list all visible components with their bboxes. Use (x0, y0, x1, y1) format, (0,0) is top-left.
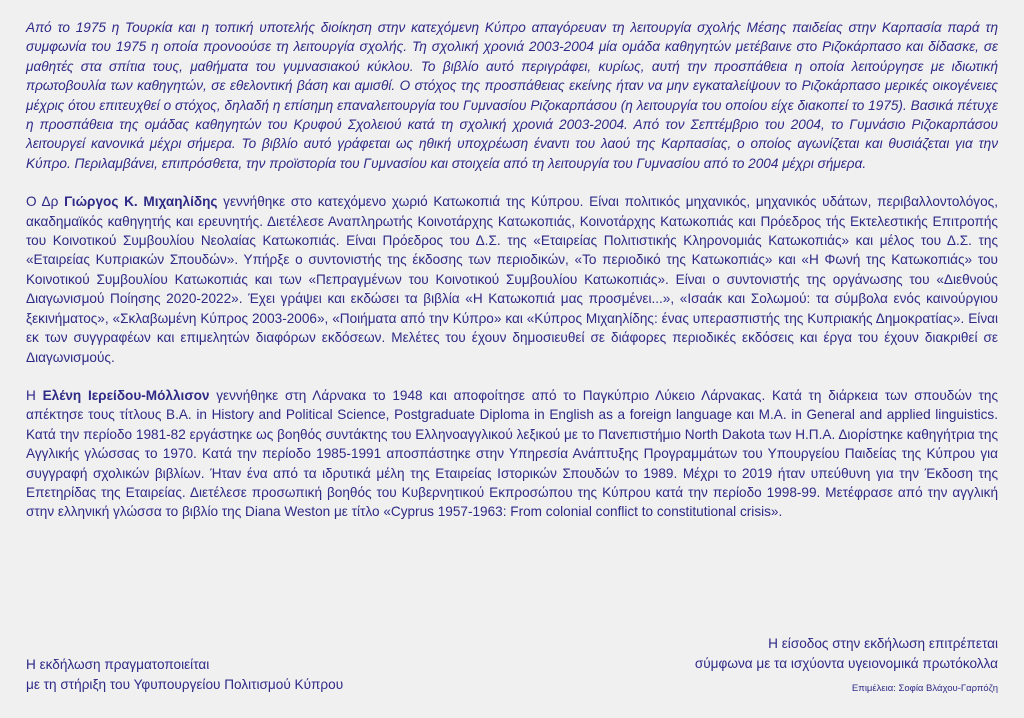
intro-paragraph: Από το 1975 η Τουρκία και η τοπική υποτελής διοίκηση στην κατεχόμενη Κύπρο απαγόρευαν τη λειτουργία σχολής Μέσης παιδείας στην Καρπασία παρά τη συμφωνία του 1975 η οποία προνοούσε τη λειτουργία σχολής. Τη σχολική χρονιά 2003-2004 μία ομάδα καθηγητών μετέβαινε στο Ριζοκάρπασο και δίδασκε, σε μαθητές στα σπίτια τους, μαθήματα του γυμνασιακού κύκλου. Το βιβλίο αυτό περιγράφει, κυρίως, αυτή την προσπάθεια η οποία λειτούργησε με ιδιωτική πρωτοβουλία των καθηγητών, σε εθελοντική βάση και αμισθί. Ο στόχος της προσπάθειας εκείνης ήταν να μην εγκαταλείψουν το Ριζοκάρπασο μερικές οικογένειες μέχρις ότου επιτευχθεί ο στόχος, δηλαδή η επίσημη επαναλειτουργία του Γυμνασίου Ριζοκαρπάσου (η λειτουργία του οποίου είχε διακοπεί το 1975). Βασικά πέτυχε η προσπάθεια της ομάδας καθηγητών του Κρυφού Σχολειού κατά τη σχολική χρονιά 2003-2004. Από τον Σεπτέμβριο του 2004, το Γυμνάσιο Ριζοκαρπάσου λειτουργεί κανονικά μέχρι σήμερα. Το βιβλίο αυτό γράφεται ως ηθική υποχρέωση έναντι του λαού της Καρπασίας, ο οποίος αγωνίζεται και θυσιάζεται για την Κύπρο. Περιλαμβάνει, επιπρόσθετα, την προϊστορία του Γυμνασίου και στοιχεία από τη λειτουργία του Γυμνασίου από το 2004 μέχρι σήμερα. (26, 20, 998, 171)
sponsor-line-1: Η εκδήλωση πραγματοποιείται (26, 657, 210, 672)
author1-bio (26, 192, 998, 367)
author2-name: Ελένη Ιερείδου-Μόλλισον (42, 387, 210, 403)
entry-note (695, 634, 998, 674)
author2-prefix: Η (26, 387, 43, 403)
editor-credit: Επιμέλεια: Σοφία Βλάχου-Γαρπόζη (851, 683, 998, 694)
author2-bio (26, 386, 998, 522)
author1-prefix: Ο Δρ (26, 194, 65, 210)
entry-line-1: Η είσοδος στην εκδήλωση επιτρέπεται (768, 636, 998, 651)
author2-bio-text: γεννήθηκε στη Λάρνακα το 1948 και αποφοίτησε από το Παγκύπριο Λύκειο Λάρνακας. Κατά τη διάρκεια των σπουδών της απέκτησε τους τίτλους B.A. in History and Political Science, Postgraduate Diploma in English as a foreign language και M.A. in General and applied linguistics. Κατά την περίοδο 1981-82 εργάστηκε ως βοηθός συντάκτης του Ελληνοαγγλικού λεξικού με το Πανεπιστήμιο North Dakota των Η.Π.Α. Διορίστηκε καθηγήτρια της Αγγλικής γλώσσας το 1970. Κατά την περίοδο 1985-1991 αποσπάστηκε στην Υπηρεσία Ανάπτυξης Προγραμμάτων του Υπουργείου Παιδείας της Κύπρου για συγγραφή σχολικών βιβλίων. Ήταν ένα από τα ιδρυτικά μέλη της Εταιρείας Ιστορικών Σπουδών το 1989. Μέχρι το 2019 ήταν υπεύθυνη για την Έκδοση της Επετηρίδας της Εταιρείας. Διετέλεσε προσωπική βοηθός του Κυβερνητικού Εκπροσώπου της Κύπρου κατά την περίοδο 1998-99. Μετέφρασε από την αγγλική στην ελληνική γλώσσα το βιβλίο της Diana Weston με τίτλο «Cyprus 1957-1963: From colonial conflict to constitutional crisis». (26, 387, 999, 520)
entry-line-2: σύμφωνα με τα ισχύοντα υγειονομικά πρωτόκολλα (694, 656, 998, 671)
author1-bio-text: γεννήθηκε στο κατεχόμενο χωριό Κατωκοπιά της Κύπρου. Είναι πολιτικός μηχανικός, μηχανικός υδάτων, περιβαλλοντολόγος, ακαδημαϊκός καθηγητής και ερευνητής. Διετέλεσε Αναπληρωτής Κοινοτάρχης Κατωκοπιάς, Κοινοτάρχης Κατωκοπιάς και Πρόεδρος τής Εκτελεστικής Επιτροπής του Κοινοτικού Συμβουλίου Νεολαίας Κατωκοπιάς. Είναι Πρόεδρος του Δ.Σ. της «Εταιρείας Πολιτιστικής Κληρονομιάς Κατωκοπιάς» και μέλος του Δ.Σ. της «Εταιρείας Κυπριακών Σπουδών». Υπήρξε ο συντονιστής της έκδοσης των περιοδικών, «Το περιοδικό της Κατωκοπιάς» και «Η Φωνή της Κατωκοπιάς» του Κοινοτικού Συμβουλίου Κατωκοπιάς και των «Πεπραγμένων του Κοινοτικού Συμβουλίου Κατωκοπιάς». Είναι ο συντονιστής της οργάνωσης του «Διεθνούς Διαγωνισμού Ποίησης 2020-2022». Έχει γράψει και εκδώσει τα βιβλία «Η Κατωκοπιά μας προσμένει...», «Ισαάκ και Σολωμού: τα σύμβολα ενός καινούργιου ξεκινήματος», «Σκλαβωμένη Κύπρος 2003-2006», «Ποιήματα από την Κύπρο» και «Κύπρος Μιχαηλίδης: ένας υπερασπιστής της Κυπριακής Δημοκρατίας». Είναι εκ των συγγραφέων και επιμελητών διαφόρων εκδόσεων. Μελέτες του έχουν δημοσιευθεί σε διάφορες περιοδικές εκδόσεις και έργα του έχουν διακριθεί σε Διαγωνισμούς. (26, 194, 998, 365)
page-content (26, 18, 998, 541)
sponsor-line-2: με τη στήριξη του Υφυπουργείου Πολιτισμού Κύπρου (26, 677, 344, 692)
sponsor-note (26, 655, 343, 695)
author1-name: Γιώργος Κ. Μιχαηλίδης (64, 194, 218, 210)
